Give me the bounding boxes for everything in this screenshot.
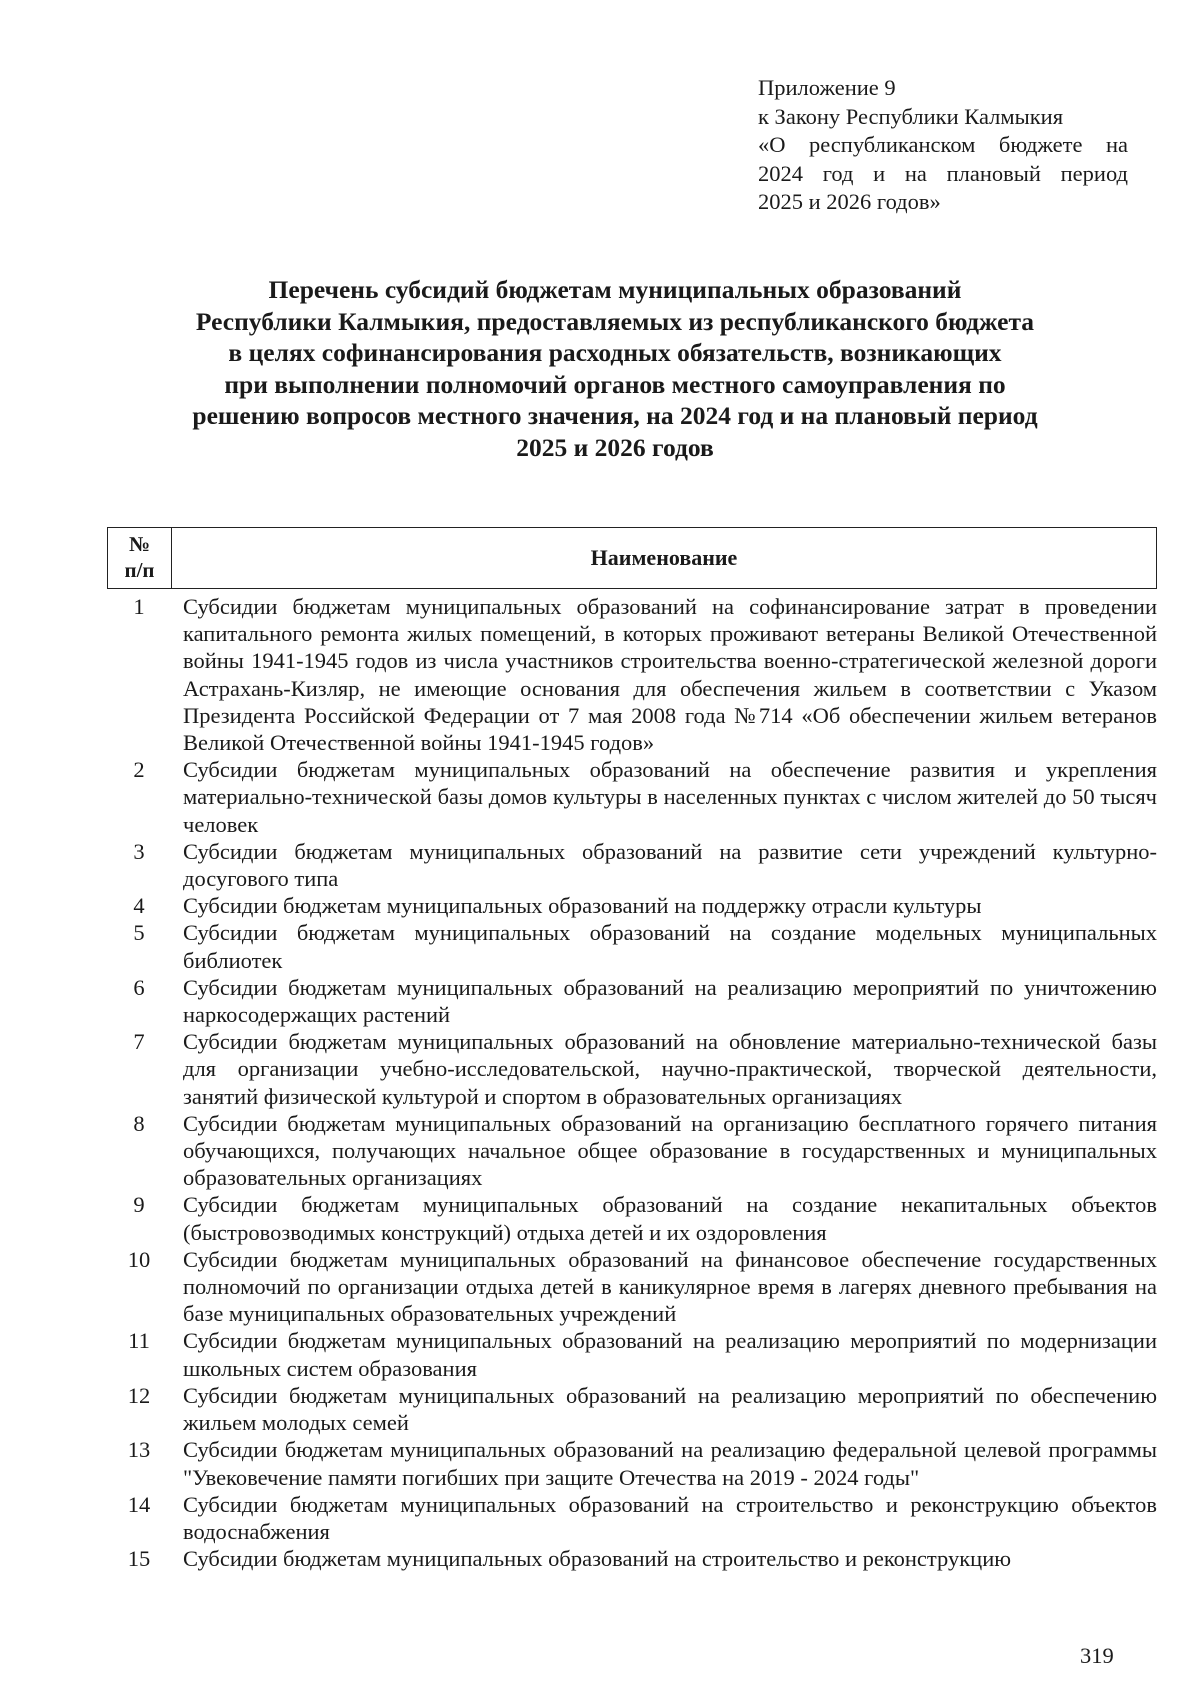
- document-title: [140, 274, 1090, 463]
- title-line: Перечень субсидий бюджетам муниципальных образований: [268, 275, 962, 304]
- row-text: Субсидии бюджетам муниципальных образований на софинансирование затрат в проведении капитального ремонта жилых помещений, в которых проживают ветераны Великой Отечественной войны 1941-1945 годов из числа участников строительства военно-стратегической железной дороги Астрахань-Кизляр, не имеющие основания для обеспечения жильем в соответствии с Указом Президента Российской Федерации от 7 мая 2008 года №714 «Об обеспечении жильем ветеранов Великой Отечественной войны 1941-1945 годов»: [183, 594, 1157, 756]
- row-text: Субсидии бюджетам муниципальных образований на реализацию мероприятий по модернизации школьных систем образования: [183, 1328, 1157, 1381]
- row-number: 6: [133, 974, 145, 1000]
- row-number: 11: [128, 1328, 150, 1354]
- table-row: [107, 1028, 1157, 1110]
- row-text: Субсидии бюджетам муниципальных образований на обновление материально-технической базы для организации учебно-исследовательской, научно-практической, творческой деятельности, занятий физической культурой и спортом в образовательных организациях: [183, 1029, 1157, 1109]
- appendix-line: 2024 год и на плановый период: [758, 160, 1128, 186]
- row-text: Субсидии бюджетам муниципальных образований на реализацию мероприятий по уничтожению наркосодержащих растений: [183, 974, 1157, 1028]
- row-number: 13: [127, 1437, 151, 1463]
- table-row: [107, 1382, 1157, 1436]
- table-row: [107, 1491, 1157, 1545]
- title-line: при выполнении полномочий органов местного самоуправления по: [224, 369, 1006, 399]
- row-number: 9: [133, 1192, 145, 1218]
- table-header: [107, 527, 1157, 589]
- row-text: Субсидии бюджетам муниципальных образований на строительство и реконструкцию объектов водоснабжения: [183, 1491, 1157, 1544]
- title-line: 2025 и 2026 годов: [516, 432, 714, 462]
- page-number: 319: [1080, 1643, 1114, 1668]
- appendix-line: Приложение 9: [758, 75, 896, 100]
- row-text: Субсидии бюджетам муниципальных образований на организацию бесплатного горячего питания обучающихся, получающих начальное общее образование в государственных и муниципальных образовательных организациях: [183, 1110, 1157, 1191]
- row-number: 2: [133, 757, 145, 783]
- row-number: 14: [127, 1491, 151, 1517]
- title-line: Республики Калмыкия, предоставляемых из республиканского бюджета: [195, 306, 1035, 336]
- row-number: 1: [133, 594, 145, 619]
- table-row: [107, 756, 1157, 838]
- row-number: 5: [133, 920, 145, 946]
- row-number: 7: [133, 1029, 145, 1055]
- table-row: [107, 1327, 1157, 1381]
- table-row: [107, 1545, 1157, 1572]
- row-text: Субсидии бюджетам муниципальных образований на создание некапитальных объектов (быстровозводимых конструкций) отдыха детей и их оздоровления: [183, 1192, 1157, 1245]
- header-number-symbol: №: [128, 532, 151, 556]
- header-name-column: Наименование: [590, 545, 738, 570]
- table-row: [107, 593, 1157, 756]
- table-row: [107, 892, 1157, 919]
- row-number: 3: [133, 838, 145, 864]
- header-number-column: [108, 528, 172, 588]
- row-number: 4: [133, 893, 145, 919]
- table-row: [107, 1110, 1157, 1192]
- title-line: решению вопросов местного значения, на 2024 год и на плановый период: [192, 401, 1038, 430]
- row-text: Субсидии бюджетам муниципальных образований на реализацию мероприятий по обеспечению жильем молодых семей: [183, 1382, 1157, 1436]
- table-row: [107, 919, 1157, 973]
- appendix-line: «О республиканском бюджете на: [758, 132, 1128, 157]
- row-number: 10: [127, 1246, 151, 1272]
- header-number-abbr: п/п: [124, 558, 155, 582]
- table-row: [107, 838, 1157, 892]
- table-row: [107, 1246, 1157, 1328]
- table-row: [107, 974, 1157, 1028]
- row-text: Субсидии бюджетам муниципальных образований на поддержку отрасли культуры: [183, 893, 982, 919]
- table-row: [107, 1191, 1157, 1245]
- row-text: Субсидии бюджетам муниципальных образований на финансовое обеспечение государственных полномочий по организации отдыха детей в каникулярное время в лагерях дневного пребывания на базе муниципальных образовательных учреждений: [183, 1246, 1157, 1327]
- appendix-line: к Закону Республики Калмыкия: [758, 103, 1064, 129]
- row-text: Субсидии бюджетам муниципальных образований на обеспечение развития и укрепления материально-технической базы домов культуры в населенных пунктах с числом жителей до 50 тысяч человек: [183, 757, 1157, 837]
- appendix-header: [758, 74, 1128, 217]
- row-text: Субсидии бюджетам муниципальных образований на строительство и реконструкцию: [183, 1546, 1012, 1572]
- row-number: 8: [133, 1110, 145, 1136]
- table-body: [107, 593, 1157, 1572]
- subsidies-table: [107, 527, 1157, 1572]
- row-text: Субсидии бюджетам муниципальных образований на реализацию федеральной целевой программы "Увековечение памяти погибших при защите Отечества на 2019 - 2024 годы": [183, 1437, 1157, 1490]
- row-number: 15: [127, 1546, 151, 1572]
- row-text: Субсидии бюджетам муниципальных образований на развитие сети учреждений культурно-досугового типа: [183, 838, 1157, 892]
- appendix-line: 2025 и 2026 годов»: [758, 189, 941, 214]
- table-row: [107, 1436, 1157, 1490]
- row-number: 12: [127, 1382, 151, 1408]
- row-text: Субсидии бюджетам муниципальных образований на создание модельных муниципальных библиотек: [183, 920, 1157, 973]
- title-line: в целях софинансирования расходных обязательств, возникающих: [228, 338, 1002, 367]
